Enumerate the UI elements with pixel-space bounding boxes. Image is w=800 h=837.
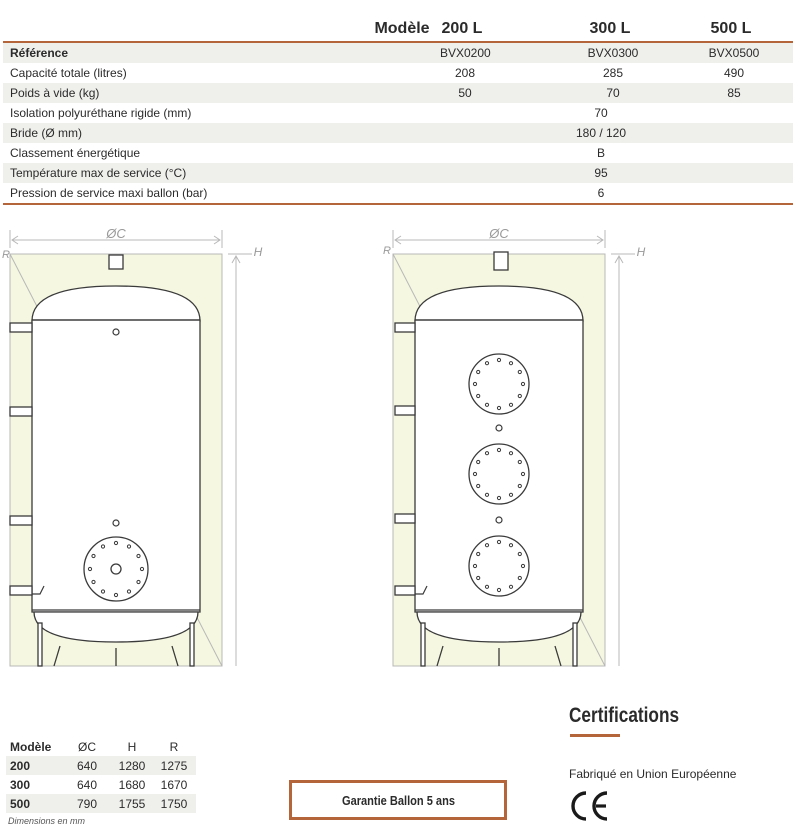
spec-cell: 490 [723, 66, 745, 80]
bolt-hole [101, 590, 104, 593]
bolt-hole [477, 394, 480, 397]
table-row [6, 775, 196, 794]
spec-cell: BVX0500 [708, 46, 760, 60]
spec-cell: 208 [454, 66, 476, 80]
bolt-hole [477, 460, 480, 463]
bolt-hole [509, 403, 512, 406]
dim-header-h: H [127, 740, 137, 754]
tank-drawing-single-coil [0, 218, 270, 678]
bolt-hole [497, 496, 500, 499]
bolt-hole [518, 552, 521, 555]
made-in-eu: Fabriqué en Union Européenne [569, 767, 737, 781]
spec-row-label: Pression de service maxi ballon (bar) [10, 186, 208, 200]
bolt-hole [521, 382, 524, 385]
bolt-hole [518, 484, 521, 487]
bolt-hole [473, 564, 476, 567]
dim-header-model: Modèle [10, 740, 52, 754]
bolt-hole [485, 585, 488, 588]
warranty-badge [289, 780, 507, 820]
dim-cell: 1755 [118, 797, 146, 811]
dim-cell: 300 [10, 778, 31, 792]
bolt-hole [114, 593, 117, 596]
flange [469, 354, 529, 596]
table-row [6, 794, 196, 813]
bolt-hole [477, 484, 480, 487]
bolt-hole [473, 382, 476, 385]
bolt-hole [497, 540, 500, 543]
bolt-hole [477, 552, 480, 555]
dim-cell: 640 [76, 759, 98, 773]
bolt-hole [477, 370, 480, 373]
bolt-hole [477, 576, 480, 579]
flange [84, 537, 148, 601]
spec-row-max-pressure [3, 183, 793, 203]
dimensions-header [6, 737, 196, 756]
spec-row-label: Classement énergétique [10, 146, 141, 160]
bolt-hole [497, 406, 500, 409]
spec-cell: BVX0300 [587, 46, 639, 60]
top-outlet [109, 255, 123, 269]
bolt-hole [497, 358, 500, 361]
spec-row-reference [3, 43, 793, 63]
spec-row-capacity [3, 63, 793, 83]
bolt-hole [485, 452, 488, 455]
dim-cell: 1750 [160, 797, 188, 811]
spec-cell: 95 [594, 166, 608, 180]
model-label: Modèle [374, 20, 430, 37]
dim-r-label: R [2, 249, 10, 261]
spec-table-header [0, 18, 800, 42]
bolt-hole [521, 472, 524, 475]
spec-cell: B [596, 146, 605, 160]
bolt-hole [497, 588, 500, 591]
certifications-rule [570, 734, 620, 737]
spec-row-label: Capacité totale (litres) [10, 66, 127, 80]
bolt-hole [485, 403, 488, 406]
bolt-hole [518, 460, 521, 463]
spec-cell: 50 [458, 86, 472, 100]
model-300: 300 L [589, 20, 631, 37]
warranty-label: Garantie Ballon 5 ans [341, 792, 455, 808]
bolt-hole [127, 545, 130, 548]
certifications-title: Certifications [569, 704, 680, 727]
spec-row-label: Poids à vide (kg) [10, 86, 100, 100]
bolt-hole [473, 472, 476, 475]
spec-row-max-temp [3, 163, 793, 183]
bolt-hole [509, 585, 512, 588]
model-200: 200 L [441, 20, 483, 37]
dim-cell: 640 [76, 778, 98, 792]
bolt-hole [92, 580, 95, 583]
bolt-hole [518, 576, 521, 579]
bolt-hole [509, 362, 512, 365]
bolt-hole [518, 394, 521, 397]
dim-cell: 1670 [160, 778, 188, 792]
top-outlet [494, 252, 508, 270]
bolt-hole [137, 580, 140, 583]
dim-cell: 1280 [118, 759, 146, 773]
bolt-hole [140, 567, 143, 570]
bolt-hole [509, 452, 512, 455]
dim-cell: 1275 [160, 759, 188, 773]
spec-row-insulation [3, 103, 793, 123]
dimensions-table [6, 737, 196, 813]
spec-row-flange [3, 123, 793, 143]
spec-row-label: Bride (Ø mm) [10, 126, 82, 140]
spec-cell: 70 [606, 86, 620, 100]
bolt-hole [485, 362, 488, 365]
dimensions-note: Dimensions en mm [8, 816, 86, 826]
table-row [6, 756, 196, 775]
bolt-hole [518, 370, 521, 373]
bolt-hole [88, 567, 91, 570]
spec-row-label: Référence [10, 46, 69, 60]
dim-header-c: ØC [78, 740, 96, 754]
spec-cell: 180 / 120 [575, 126, 627, 140]
bolt-hole [497, 448, 500, 451]
spec-row-label: Isolation polyuréthane rigide (mm) [10, 106, 192, 120]
bolt-hole [509, 544, 512, 547]
model-500: 500 L [710, 20, 752, 37]
bolt-hole [509, 493, 512, 496]
bolt-hole [521, 564, 524, 567]
dim-c-label: ØC [106, 226, 126, 241]
spec-row-energy-class [3, 143, 793, 163]
dim-header-r: R [169, 740, 179, 754]
bolt-hole [92, 554, 95, 557]
spec-bottom-rule [3, 203, 793, 205]
spec-cell: 6 [597, 186, 605, 200]
dim-h-label: H [253, 245, 263, 259]
dim-cell: 200 [10, 759, 31, 773]
bolt-hole [101, 545, 104, 548]
dim-r-label: R [383, 245, 391, 257]
dim-cell: 1680 [118, 778, 146, 792]
spec-cell: 85 [727, 86, 741, 100]
spec-cell: 285 [602, 66, 624, 80]
bolt-hole [114, 541, 117, 544]
ce-mark-icon [569, 789, 613, 823]
bolt-hole [485, 493, 488, 496]
dim-cell: 790 [76, 797, 98, 811]
bolt-hole [485, 544, 488, 547]
spec-cell: BVX0200 [440, 46, 491, 60]
spec-cell: 70 [594, 106, 608, 120]
dim-c-label: ØC [489, 226, 509, 241]
bolt-hole [127, 590, 130, 593]
spec-row-label: Température max de service (°C) [10, 166, 187, 180]
tank-body [32, 255, 200, 666]
spec-row-weight [3, 83, 793, 103]
dim-cell: 500 [10, 797, 31, 811]
tank-drawing-triple-flange [383, 218, 653, 678]
bolt-hole [137, 554, 140, 557]
dim-h-label: H [636, 245, 646, 259]
